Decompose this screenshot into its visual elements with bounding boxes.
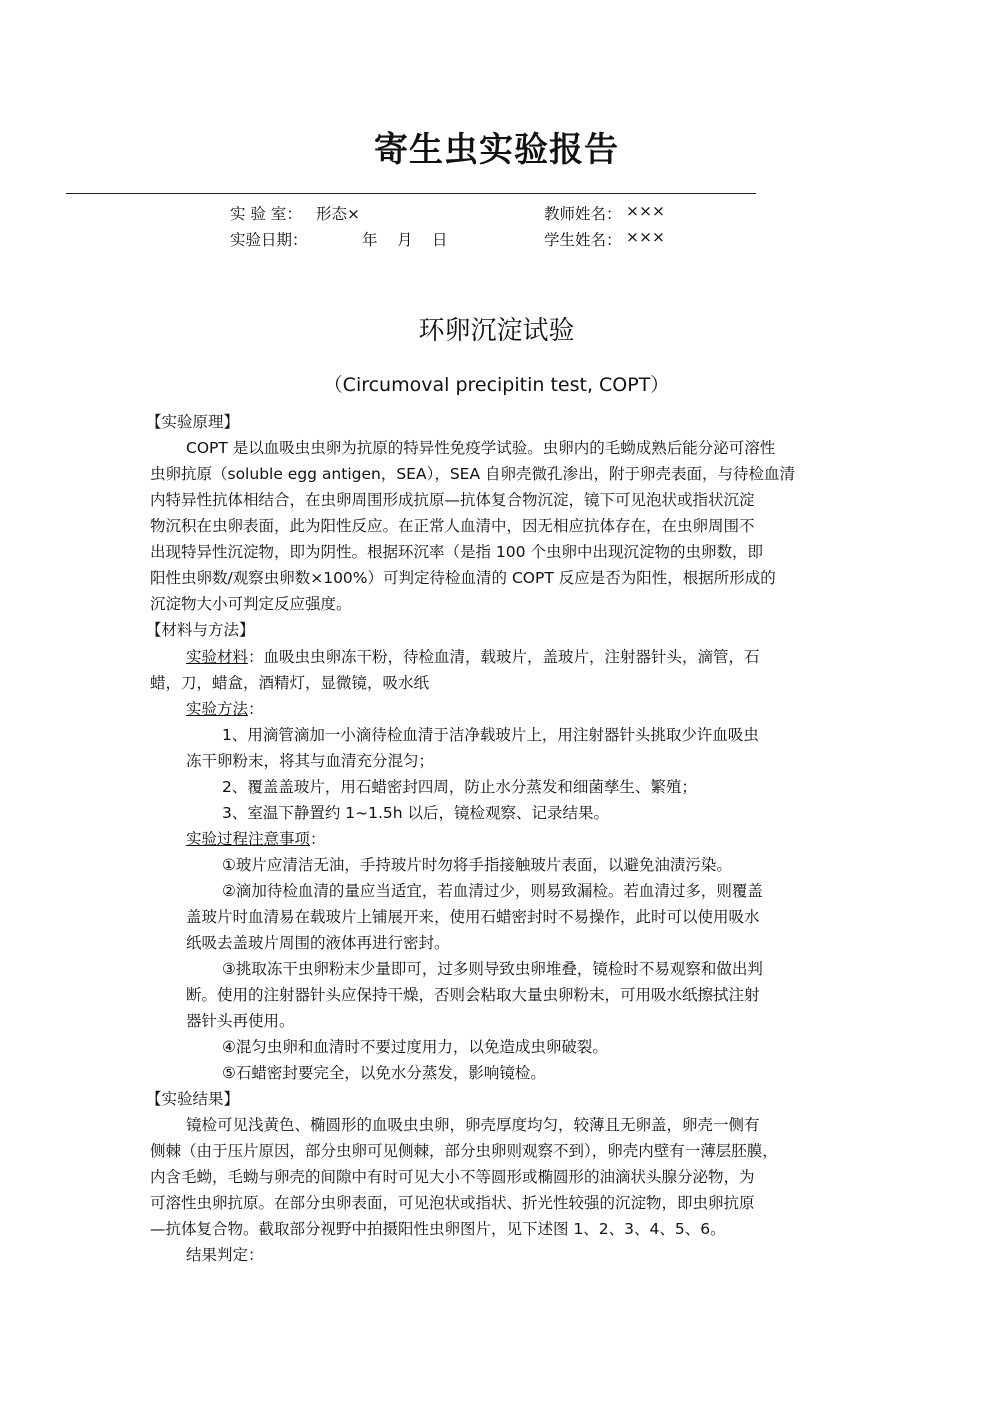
method-step: 1、用滴管滴加一小滴待检血清于洁净载玻片上，用注射器针头挑取少许血吸虫 bbox=[222, 726, 759, 744]
principle-line: 沉淀物大小可判定反应强度。 bbox=[150, 595, 352, 613]
method-label: 实验方法 bbox=[186, 700, 249, 718]
experiment-title-en: （Circumoval precipitin test, COPT） bbox=[323, 374, 670, 396]
method-line bbox=[186, 697, 264, 719]
principle-line: 出现特异性沉淀物，即为阴性。根据环沉率（是指 100 个虫卵中出现沉淀物的虫卵数，即 bbox=[150, 543, 763, 561]
teacher-value: ××× bbox=[626, 202, 665, 220]
principle-line: 虫卵抗原（soluble egg antigen，SEA），SEA 自卵壳微孔渗出，附于卵壳表面，与待检血清 bbox=[150, 465, 795, 483]
note-line: ④混匀虫卵和血清时不要过度用力，以免造成虫卵破裂。 bbox=[222, 1038, 608, 1056]
note-line: ②滴加待检血清的量应当适宜，若血清过少，则易致漏检。若血清过多，则覆盖 bbox=[222, 882, 763, 900]
method-colon: ： bbox=[248, 700, 264, 718]
principle-line: 内特异性抗体相结合，在虫卵周围形成抗原—抗体复合物沉淀，镜下可见泡状或指状沉淀 bbox=[150, 491, 755, 509]
materials-label: 实验材料 bbox=[186, 648, 249, 666]
header-divider bbox=[66, 193, 756, 194]
notes-label: 实验过程注意事项 bbox=[186, 830, 311, 848]
report-title: 寄生虫实验报告 bbox=[374, 130, 619, 170]
notes-line bbox=[186, 827, 326, 849]
principle-line: COPT 是以血吸虫虫卵为抗原的特异性免疫学试验。虫卵内的毛蚴成熟后能分泌可溶性 bbox=[186, 439, 776, 457]
note-line: 盖玻片时血清易在载玻片上铺展开来，使用石蜡密封时不易操作，此时可以使用吸水 bbox=[186, 908, 760, 926]
date-year: 年 bbox=[362, 231, 378, 249]
methods-heading: 【材料与方法】 bbox=[146, 621, 255, 639]
results-line: 内含毛蚴，毛蚴与卵壳的间隙中有时可见大小不等圆形或椭圆形的油滴状头腺分泌物，为 bbox=[150, 1168, 755, 1186]
method-step: 2、覆盖盖玻片，用石蜡密封四周，防止水分蒸发和细菌孳生、繁殖； bbox=[222, 778, 697, 796]
judgement-label: 结果判定： bbox=[186, 1246, 264, 1264]
note-line: ⑤石蜡密封要完全，以免水分蒸发，影响镜检。 bbox=[222, 1064, 546, 1082]
note-line: ③挑取冻干虫卵粉末少量即可，过多则导致虫卵堆叠，镜检时不易观察和做出判 bbox=[222, 960, 763, 978]
note-line: 断。使用的注射器针头应保持干燥，否则会粘取大量虫卵粉末，可用吸水纸擦拭注射 bbox=[186, 986, 760, 1004]
student-value: ××× bbox=[626, 228, 665, 246]
principle-line: 阳性虫卵数/观察虫卵数×100%）可判定待检血清的 COPT 反应是否为阳性，根据所形成的 bbox=[150, 569, 776, 587]
notes-colon: ： bbox=[310, 830, 326, 848]
experiment-title: 环卵沉淀试验 bbox=[418, 316, 575, 346]
lab-label: 实 验 室： bbox=[230, 205, 302, 223]
student-label: 学生姓名： bbox=[544, 231, 622, 249]
date-label: 实验日期： bbox=[230, 231, 308, 249]
method-step: 3、室温下静置约 1~1.5h 以后，镜检观察、记录结果。 bbox=[222, 804, 610, 822]
lab-value: 形态× bbox=[316, 205, 360, 223]
date-month: 月 bbox=[397, 231, 413, 249]
results-line: —抗体复合物。截取部分视野中拍摄阳性虫卵图片，见下述图 1、2、3、4、5、6。 bbox=[150, 1220, 726, 1238]
results-line: 镜检可见浅黄色、椭圆形的血吸虫虫卵，卵壳厚度均匀，较薄且无卵盖，卵壳一侧有 bbox=[186, 1116, 760, 1134]
note-line: 器针头再使用。 bbox=[186, 1012, 295, 1030]
teacher-label: 教师姓名： bbox=[544, 205, 622, 223]
method-step: 冻干卵粉末，将其与血清充分混匀； bbox=[186, 752, 435, 770]
note-line: ①玻片应清洁无油，手持玻片时勿将手指接触玻片表面，以避免油渍污染。 bbox=[222, 856, 732, 874]
date-day: 日 bbox=[432, 231, 448, 249]
note-line: 纸吸去盖玻片周围的液体再进行密封。 bbox=[186, 934, 450, 952]
materials-text: ：血吸虫虫卵冻干粉，待检血清，载玻片，盖玻片，注射器针头，滴管，石 bbox=[248, 648, 760, 666]
results-line: 可溶性虫卵抗原。在部分虫卵表面，可见泡状或指状、折光性较强的沉淀物，即虫卵抗原 bbox=[150, 1194, 755, 1212]
principle-line: 物沉积在虫卵表面，此为阳性反应。在正常人血清中，因无相应抗体存在，在虫卵周围不 bbox=[150, 517, 755, 535]
principle-heading: 【实验原理】 bbox=[146, 413, 240, 431]
materials-line bbox=[186, 645, 760, 667]
results-line: 侧棘（由于压片原因，部分虫卵可见侧棘，部分虫卵则观察不到），卵壳内壁有一薄层胚膜， bbox=[150, 1142, 778, 1160]
results-heading: 【实验结果】 bbox=[146, 1090, 240, 1108]
materials-line-2: 蜡，刀，蜡盒，酒精灯，显微镜，吸水纸 bbox=[150, 674, 430, 692]
